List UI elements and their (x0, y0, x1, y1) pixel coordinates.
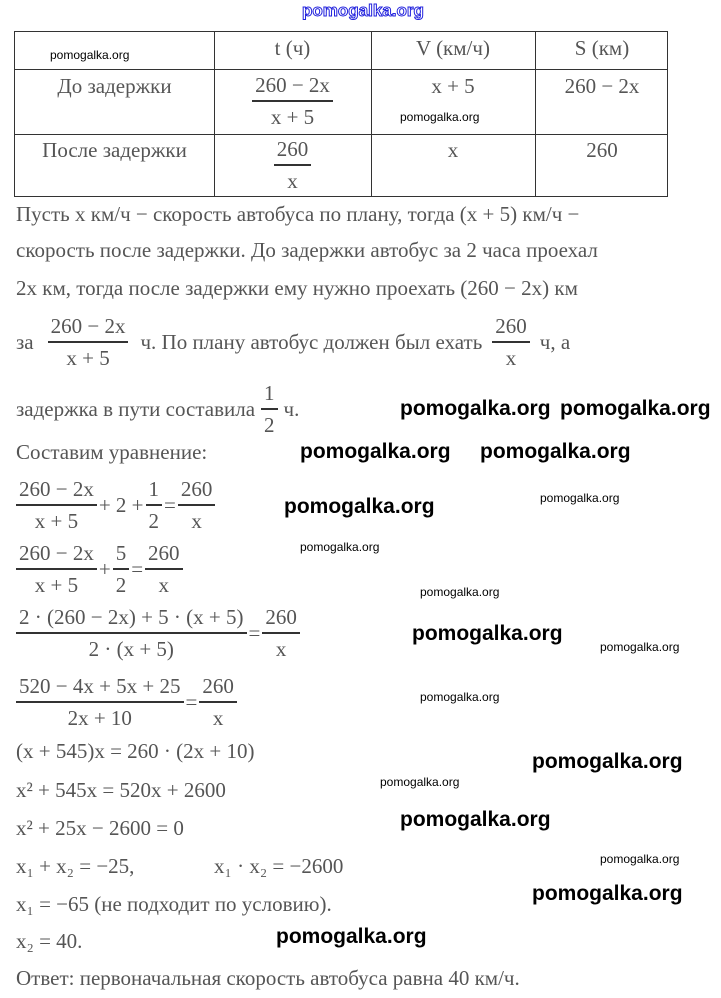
watermark: pomogalka.org (380, 775, 460, 789)
watermark: pomogalka.org (284, 495, 435, 518)
time-fraction (252, 70, 333, 132)
denominator: x + 5 (34, 509, 79, 533)
numerator: 260 (199, 671, 237, 703)
numerator: 2 · (260 − 2x) + 5 · (x + 5) (16, 602, 247, 634)
text: ч. По плану автобус должен был ехать (140, 330, 483, 354)
numerator: 260 − 2x (16, 538, 97, 570)
equation-line: x² + 25x − 2600 = 0 (16, 816, 184, 840)
equation-2 (14, 538, 185, 600)
equation-line: x₁ = −65 (не подходит по условию). (16, 892, 332, 916)
text-line: 2x км, тогда после задержки ему нужно проехать (260 − 2x) км (16, 276, 578, 300)
equals: = (164, 492, 176, 517)
watermark: pomogalka.org (400, 808, 551, 831)
watermark: pomogalka.org (300, 540, 380, 554)
header-t: t (ч) (274, 36, 311, 60)
denominator: x (191, 509, 202, 533)
denominator: 2 · (x + 5) (88, 637, 174, 661)
denominator: x + 5 (270, 105, 315, 129)
watermark: pomogalka.org (600, 640, 680, 654)
denominator: 2 (148, 509, 160, 533)
equation-line: x² + 545x = 520x + 2600 (16, 778, 226, 802)
denominator: 2x + 10 (67, 706, 132, 730)
numerator: 1 (146, 474, 163, 506)
speed-value: x (447, 138, 459, 162)
operator: + (98, 556, 111, 581)
text: задержка в пути составила (16, 397, 256, 421)
denominator: 2 (115, 573, 127, 597)
text-line (16, 378, 299, 440)
equation-4 (14, 671, 239, 733)
numerator: 260 (274, 134, 312, 166)
operator: + 2 + (98, 492, 144, 517)
watermark: pomogalka.org (600, 852, 680, 866)
text-line: Составим уравнение: (16, 440, 208, 464)
equation-line: (x + 545)x = 260 · (2x + 10) (16, 739, 255, 763)
numerator: 5 (113, 538, 130, 570)
text: за (16, 330, 34, 354)
equation-line: x₂ = 40. (16, 929, 83, 953)
watermark: pomogalka.org (400, 110, 480, 124)
denominator: x + 5 (66, 346, 110, 370)
watermark: pomogalka.org (50, 48, 130, 62)
numerator: 260 (145, 538, 183, 570)
equals: = (131, 556, 144, 581)
equals: = (185, 689, 198, 714)
equation-1 (14, 474, 217, 536)
watermark: pomogalka.org (420, 690, 500, 704)
header-s: S (км) (574, 36, 630, 60)
watermark: pomogalka.org (276, 925, 427, 948)
numerator: 260 − 2x (252, 70, 333, 102)
equals: = (248, 620, 261, 645)
text-line (16, 311, 570, 373)
text-line: Пусть x км/ч − скорость автобуса по плану, тогда (x + 5) км/ч − (16, 202, 580, 226)
header-v: V (км/ч) (416, 36, 490, 60)
numerator: 260 − 2x (48, 311, 129, 343)
denominator: x + 5 (34, 573, 79, 597)
equation-line: x₁ · x₂ = −2600 (214, 854, 344, 878)
equation-line: x₁ + x₂ = −25, (16, 854, 135, 878)
row-label: После задержки (42, 138, 187, 162)
numerator: 260 (178, 474, 216, 506)
watermark: pomogalka.org (532, 882, 683, 905)
speed-value: x + 5 (431, 74, 475, 98)
equation-3 (14, 602, 302, 664)
distance-value: 260 − 2x (564, 74, 640, 98)
text-line: скорость после задержки. До задержки автобус за 2 часа проехал (16, 238, 598, 262)
text: ч. (283, 397, 300, 421)
watermark: pomogalka.org (480, 440, 631, 463)
watermark: pomogalka.org (412, 622, 563, 645)
time-fraction (274, 134, 312, 196)
numerator: 260 (492, 311, 530, 343)
text: ч, а (539, 330, 571, 354)
row-label: До задержки (57, 74, 172, 98)
numerator: 260 − 2x (16, 474, 97, 506)
watermark: pomogalka.org (560, 397, 711, 420)
denominator: x (287, 169, 298, 193)
answer-line: Ответ: первоначальная скорость автобуса равна 40 км/ч. (16, 966, 520, 990)
watermark: pomogalka.org (300, 440, 451, 463)
denominator: x (275, 637, 287, 661)
distance-value: 260 (586, 138, 618, 162)
numerator: 260 (262, 602, 300, 634)
denominator: x (505, 346, 517, 370)
watermark: pomogalka.org (420, 585, 500, 599)
denominator: x (158, 573, 170, 597)
watermark: pomogalka.org (540, 491, 620, 505)
denominator: 2 (264, 413, 275, 437)
watermark: pomogalka.org (532, 750, 683, 773)
denominator: x (212, 706, 224, 730)
header-watermark: pomogalka.org (302, 1, 424, 20)
numerator: 1 (261, 378, 278, 410)
watermark: pomogalka.org (400, 397, 551, 420)
numerator: 520 − 4x + 5x + 25 (16, 671, 184, 703)
